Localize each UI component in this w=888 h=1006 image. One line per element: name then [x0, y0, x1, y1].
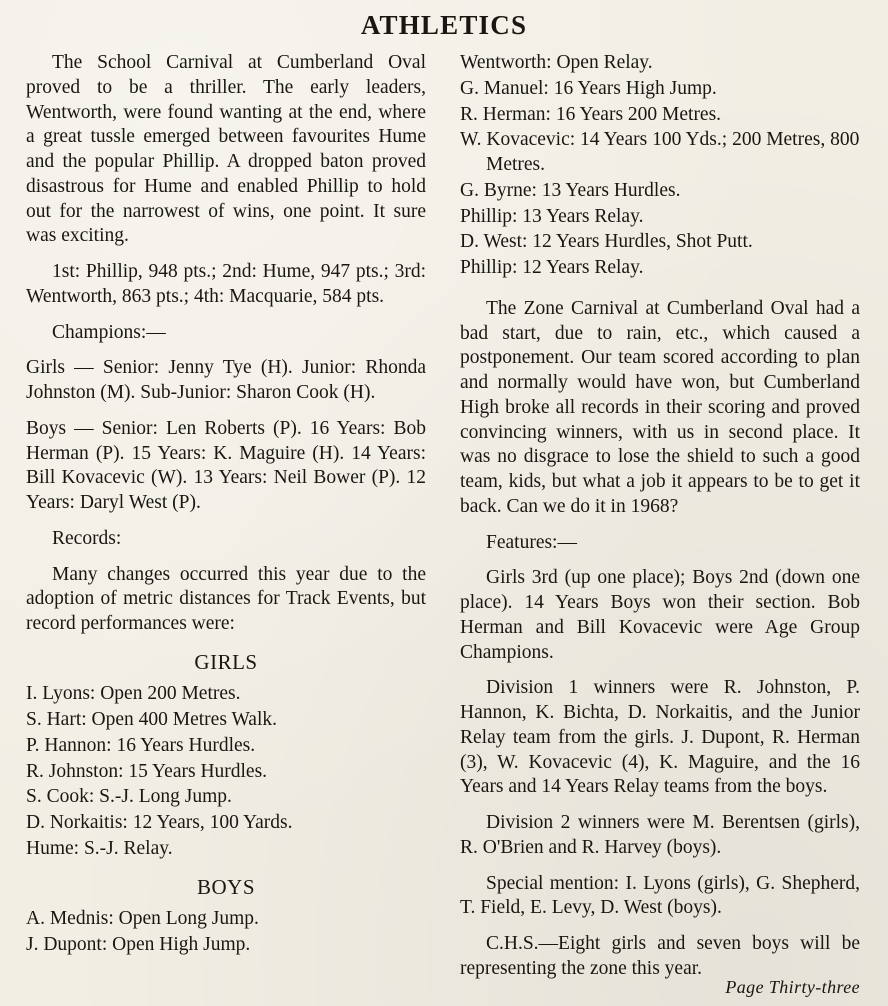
paragraph: Boys — Senior: Len Roberts (P). 16 Years: Bob Herman (P). 15 Years: K. Maguire (H). 14 Years: Bill Kovacevic (W). 13 Years: Neil Bower (P). 12 Years: Daryl West (P).: [26, 417, 426, 513]
list-item: J. Dupont: Open High Jump.: [26, 934, 251, 956]
paragraph: Champions:—: [52, 321, 166, 343]
paragraph: 1st: Phillip, 948 pts.; 2nd: Hume, 947 pts.; 3rd: Wentworth, 863 pts.; 4th: Macquarie, 584 pts.: [26, 261, 426, 307]
paragraph: The Zone Carnival at Cumberland Oval had a bad start, due to rain, etc., which caused a postponement. Our team scored according to plan and normally would have won, but Cumberland High broke all records in their scoring and proved convincing winners, with us in second place. It was no disgrace to lose the shield to such a good team, kids, but what a job it appears to be to get it back. Can we do it in 1968?: [460, 297, 860, 517]
girls-section-heading: GIRLS: [194, 649, 258, 674]
paragraph: Records:: [52, 527, 122, 549]
paragraph: Girls — Senior: Jenny Tye (H). Junior: Rhonda Johnston (M). Sub-Junior: Sharon Cook (H).: [26, 357, 426, 403]
list-item: Hume: S.-J. Relay.: [26, 837, 173, 859]
boys-records-list-part1: [26, 907, 426, 958]
boys-records-list-part2: [460, 51, 860, 281]
list-item: I. Lyons: Open 200 Metres.: [26, 683, 241, 705]
paragraph: Division 1 winners were R. Johnston, P. Hannon, K. Bichta, D. Norkaitis, and the Junior Relay team from the girls. J. Dupont, R. Herman (3), W. Kovacevic (4), K. Maguire, and the 16 Years and 14 Years Relay teams from the boys.: [460, 677, 860, 798]
list-item: R. Johnston: 15 Years Hurdles.: [26, 760, 268, 782]
list-item: Phillip: 12 Years Relay.: [460, 257, 644, 278]
paragraph: Girls 3rd (up one place); Boys 2nd (down one place). 14 Years Boys won their section. Bob Herman and Bill Kovacevic were Age Group Champions.: [460, 567, 860, 663]
paragraph: Special mention: I. Lyons (girls), G. Shepherd, T. Field, E. Levy, D. West (boys).: [460, 872, 860, 919]
list-item: Wentworth: Open Relay.: [460, 52, 653, 73]
page-number: Page Thirty-three: [725, 977, 860, 997]
paragraph: Division 2 winners were M. Berentsen (girls), R. O'Brien and R. Harvey (boys).: [460, 812, 860, 858]
list-item: S. Hart: Open 400 Metres Walk.: [26, 709, 277, 731]
list-item: P. Hannon: 16 Years Hurdles.: [26, 734, 256, 756]
right-column: [460, 51, 860, 993]
list-item: D. Norkaitis: 12 Years, 100 Yards.: [26, 812, 293, 834]
list-item: A. Mednis: Open Long Jump.: [26, 908, 259, 930]
left-column: [26, 51, 426, 968]
list-item: G. Byrne: 13 Years Hurdles.: [460, 179, 681, 201]
page-title: ATHLETICS: [360, 10, 528, 40]
paragraph: C.H.S.—Eight girls and seven boys will be representing the zone this year.: [460, 933, 860, 979]
girls-records-list: [26, 682, 426, 861]
list-item: D. West: 12 Years Hurdles, Shot Putt.: [460, 231, 753, 253]
list-item: S. Cook: S.-J. Long Jump.: [26, 786, 232, 808]
list-item: R. Herman: 16 Years 200 Metres.: [460, 103, 722, 125]
list-item: G. Manuel: 16 Years High Jump.: [460, 77, 717, 99]
two-column-body: [26, 51, 862, 993]
paragraph: Features:—: [486, 531, 577, 553]
paragraph: The School Carnival at Cumberland Oval proved to be a thriller. The early leaders, Wentworth, were found wanting at the end, where a great tussle emerged between favourites Hume and the popular Phillip. A dropped baton proved disastrous for Hume and enabled Phillip to hold out for the narrowest of wins, one point. It sure was exciting.: [26, 52, 426, 247]
list-item: W. Kovacevic: 14 Years 100 Yds.; 200 Metres, 800 Metres.: [460, 129, 860, 175]
paragraph: Many changes occurred this year due to the adoption of metric distances for Track Events, but record performances were:: [26, 563, 426, 634]
boys-section-heading: BOYS: [196, 874, 256, 899]
list-item: Phillip: 13 Years Relay.: [460, 205, 644, 227]
